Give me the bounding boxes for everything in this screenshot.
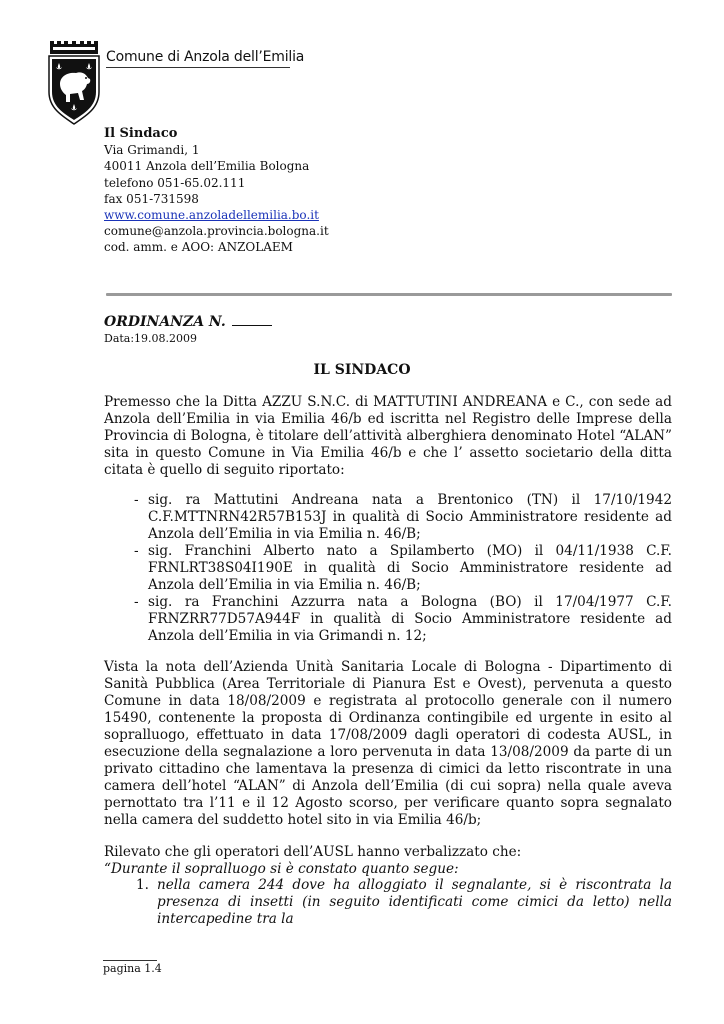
sender-address: Via Grimandi, 1 <box>104 143 200 158</box>
sender-code: cod. amm. e AOO: ANZOLAEM <box>104 240 293 255</box>
divider-bar <box>106 293 672 296</box>
footer-rule <box>103 960 157 961</box>
sender-fax: fax 051-731598 <box>104 191 199 206</box>
list-item <box>104 492 672 543</box>
list-item <box>104 594 672 645</box>
rilevato-text: Rilevato che gli operatori dell’AUSL hanno verbalizzato che: <box>104 844 522 860</box>
quote-intro: “Durante il sopralluogo si è constato quanto segue: <box>104 861 459 877</box>
list-dash: - <box>134 492 139 508</box>
comune-name: Comune di Anzola dell’Emilia <box>106 49 305 65</box>
header-underline <box>106 67 290 68</box>
paragraph-premesso: Premesso che la Ditta AZZU S.N.C. di MATTUTINI ANDREANA e C., con sede ad Anzola dell’Emilia in via Emilia 46/b ed iscritta nel Registro delle Imprese della Provincia di Bologna, è titolare dell’attività alberghiera denominato Hotel “ALAN” sita in questo Comune in Via Emilia 46/b e che l’ assetto societario della ditta citata è quello di seguito riportato: <box>104 394 672 478</box>
coat-of-arms-logo <box>46 40 102 126</box>
sender-website-link[interactable]: www.comune.anzoladellemilia.bo.it <box>104 208 319 223</box>
sender-email: comune@anzola.provincia.bologna.it <box>104 224 329 239</box>
section-heading: IL SINDACO <box>313 362 411 378</box>
list-dash: - <box>134 594 139 610</box>
sender-title: Il Sindaco <box>104 126 178 141</box>
document-date: Data:19.08.2009 <box>104 332 198 345</box>
paragraph-rilevato <box>104 844 672 878</box>
sender-city: 40011 Anzola dell’Emilia Bologna <box>104 159 310 174</box>
ordinanza-number <box>104 313 272 330</box>
list-item <box>104 877 672 928</box>
findings-list <box>104 877 672 928</box>
paragraph-vista: Vista la nota dell’Azienda Unità Sanitaria Locale di Bologna - Dipartimento di Sanità Pubblica (Area Territoriale di Pianura Est e Ovest), pervenuta a questo Comune in data 18/08/2009 e registrata al protocollo generale con il numero 15490, contenente la proposta di Ordinanza contingibile ed urgente in esito al sopralluogo, effettuato in data 17/08/2009 dagli operatori di codesta AUSL, in esecuzione della segnalazione a loro pervenuta in data 13/08/2009 da parte di un privato cittadino che lamentava la presenza di cimici da letto riscontrate in una camera dell’hotel “ALAN” di Anzola dell’Emilia (di cui sopra) nella quale aveva pernottato tra l’11 e il 12 Agosto scorso, per verificare quanto sopra segnalato nella camera del suddetto hotel sito in via Emilia 46/b; <box>104 659 672 828</box>
partners-list <box>104 492 672 645</box>
sender-phone: telefono 051-65.02.111 <box>104 175 246 190</box>
list-item-text: sig. Franchini Alberto nato a Spilamberto (MO) il 04/11/1938 C.F. FRNLRT38S04I190E in qualità di Socio Amministratore residente ad Anzola dell’Emilia in via Emilia n. 46/B; <box>148 543 672 593</box>
list-dash: - <box>134 543 139 559</box>
list-item-text: sig. ra Mattutini Andreana nata a Brentonico (TN) il 17/10/1942 C.F.MTTNRN42R57B153J in qualità di Socio Amministratore residente ad Anzola dell’Emilia in via Emilia n. 46/B; <box>148 492 672 542</box>
sender-block <box>104 126 329 256</box>
ordinanza-label: ORDINANZA N. <box>104 314 226 330</box>
list-item <box>104 543 672 594</box>
list-item-text: sig. ra Franchini Azzurra nata a Bologna (BO) il 17/04/1977 C.F. FRNZRR77D57A944F in qualità di Socio Amministratore residente ad Anzola dell’Emilia in via Grimandi n. 12; <box>148 594 672 644</box>
list-item-text: nella camera 244 dove ha alloggiato il segnalante, si è riscontrata la presenza di insetti (in seguito identificati come cimici da letto) nella intercapedine tra la <box>157 877 672 927</box>
ordinanza-blank-line <box>232 313 272 326</box>
list-number: 1. <box>136 877 149 893</box>
page-number: pagina 1.4 <box>103 962 162 975</box>
